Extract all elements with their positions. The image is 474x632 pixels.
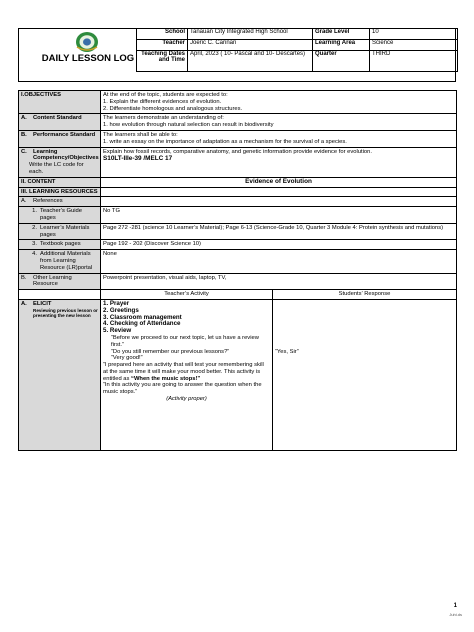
elicit-step: 1. Prayer: [103, 299, 130, 307]
school-logo-icon: [75, 31, 99, 53]
resource-item-label: Textbook pages: [40, 241, 81, 248]
resources-row: [19, 187, 457, 197]
elicit-label: ELICIT: [33, 300, 52, 307]
response-spacer: [275, 301, 454, 349]
resources-label: III. LEARNING RESOURCES: [19, 187, 101, 197]
school-value: Tanauan City Integrated High School: [188, 29, 313, 40]
page-number: 1: [453, 603, 457, 609]
performance-standard-item: 1. write an essay on the importance of adaptation as a mechanism for the survival of a species.: [103, 138, 347, 145]
teacher-dialogue-line: “I prepared here an activity that will test your remembering skill at the same time it will make your mood better. This activity is entitled as: [103, 362, 264, 382]
student-response: “Yes, Sir”: [275, 348, 299, 355]
other-resources-value: Powerpoint presentation, visual aids, laptop, TV,: [101, 273, 457, 290]
other-resources-label: Other Learning Resource: [33, 274, 72, 288]
resource-item-number: 2.: [32, 224, 37, 231]
references-row: [19, 197, 457, 207]
performance-standard-text: The learners shall be able to:: [103, 131, 178, 138]
competency-text: Explain how fossil records, comparative anatomy, and genetic information provide evidence for evolution.: [103, 148, 372, 155]
grade-level-value: 10: [370, 29, 458, 40]
lesson-log-header: [18, 28, 456, 82]
competency-label: Learning Competency/Objectives: [33, 148, 99, 162]
objectives-label: I.OBJECTIVES: [19, 91, 101, 114]
performance-standard-row: [19, 130, 457, 147]
resource-item-row: [19, 207, 457, 224]
footer-mark: Juhi.ds: [449, 612, 462, 617]
resource-item-row: [19, 223, 457, 240]
competency-label-cell: [19, 147, 101, 177]
objectives-intro: At the end of the topic, students are expected to:: [103, 92, 228, 98]
teacher-activity-cell: [101, 299, 273, 450]
other-resources-letter: B.: [21, 274, 27, 281]
teacher-dialogue-line: “Do you still remember our previous lessons?”: [111, 348, 230, 355]
references-empty-cell: [101, 197, 457, 207]
teacher-dialogue-line: “Very good!”: [111, 355, 143, 362]
resource-item-label-cell: [19, 240, 101, 250]
performance-standard-label-cell: [19, 130, 101, 147]
learning-area-label: Learning Area: [313, 40, 370, 51]
students-response-header: Students’ Response: [273, 290, 457, 300]
performance-standard-letter: B.: [21, 131, 27, 138]
resource-item-value: Page 192 - 202 (Discover Science 10): [101, 240, 457, 250]
elicit-step: 3. Classroom management: [103, 313, 182, 321]
school-label: School: [137, 29, 188, 40]
quarter-value: THIRD: [370, 51, 458, 72]
teacher-label: Teacher: [137, 40, 188, 51]
quarter-label: Quarter: [313, 51, 370, 72]
other-resources-row: [19, 273, 457, 290]
competency-code: S10LT-IIIe-39 /MELC 17: [103, 155, 173, 163]
elicit-step: 5. Review: [103, 327, 132, 335]
content-row: [19, 177, 457, 187]
resource-item-label: Additional Materials from Learning Resource (LR)portal: [40, 251, 93, 271]
activity-title: “When the music stops!”: [131, 375, 201, 382]
content-standard-cell: [101, 114, 457, 131]
resource-item-label: Teacher’s Guide pages: [40, 208, 82, 221]
competency-note: Write the LC code for each.: [29, 162, 84, 175]
learning-area-value: Science: [370, 40, 458, 51]
elicit-step: 4. Checking of Attendance: [103, 320, 181, 328]
teaching-dates-value: April, 2023 ( 10- Pascal and 10- Descartes): [188, 51, 313, 72]
objectives-cell: [101, 91, 457, 114]
students-response-cell: [273, 299, 457, 450]
resource-item-row: [19, 250, 457, 273]
competency-letter: C.: [21, 148, 27, 155]
activity-header-blank: [19, 290, 101, 300]
performance-standard-cell: [101, 130, 457, 147]
activity-proper-note: (Activity proper): [166, 396, 207, 403]
elicit-note: Reviewing previous lesson or presenting the new lesson: [33, 307, 98, 318]
activity-header-row: [19, 290, 457, 300]
references-letter: A.: [21, 198, 27, 205]
header-info-table: [136, 28, 458, 72]
resource-item-value: No TG: [101, 207, 457, 224]
teacher-activity-header: Teacher’s Activity: [101, 290, 273, 300]
elicit-letter: A.: [21, 300, 27, 307]
resource-item-label-cell: [19, 207, 101, 224]
other-resources-label-cell: [19, 273, 101, 290]
teacher-dialogue-paragraph: [103, 362, 270, 382]
performance-standard-label: Performance Standard: [33, 131, 96, 138]
elicit-row: [19, 299, 457, 450]
content-standard-label: Content Standard: [33, 115, 82, 122]
content-value: Evidence of Evolution: [101, 177, 457, 187]
objective-item: 1. Explain the different evidences of evolution.: [103, 98, 222, 105]
resource-item-number: 1.: [32, 208, 37, 215]
competency-cell: [101, 147, 457, 177]
grade-level-label: Grade Level: [313, 29, 370, 40]
content-standard-row: [19, 114, 457, 131]
content-standard-text: The learners demonstrate an understanding of:: [103, 115, 224, 122]
content-standard-item: 1. how evolution through natural selection can result in biodiversity: [103, 122, 274, 129]
elicit-label-cell: [19, 299, 101, 450]
references-label: References: [33, 198, 63, 205]
teacher-value: Joeric C. Carinan: [188, 40, 313, 51]
resource-item-value: None: [101, 250, 457, 273]
competency-row: [19, 147, 457, 177]
elicit-step: 2. Greetings: [103, 306, 139, 314]
references-label-cell: [19, 197, 101, 207]
resource-item-row: [19, 240, 457, 250]
objective-item: 2. Differentiate homologous and analogous structures.: [103, 105, 243, 112]
content-standard-label-cell: [19, 114, 101, 131]
resource-item-label-cell: [19, 223, 101, 240]
content-label: II. CONTENT: [19, 177, 101, 187]
content-standard-letter: A.: [21, 115, 27, 122]
resource-item-number: 3.: [32, 241, 37, 248]
resources-empty-cell: [101, 187, 457, 197]
resource-item-value: Page 272 -281 (science 10 Learner’s Material); Page 6-13 (Science-Grade 10, Quarter 3 Module 4: Protein synthesis and mutations): [101, 223, 457, 240]
teacher-dialogue-line: “Before we proceed to our next topic, let us have a review first.”: [111, 334, 259, 348]
resource-item-number: 4.: [32, 251, 37, 258]
resource-item-label: Learner’s Materials pages: [40, 224, 90, 238]
resource-item-label-cell: [19, 250, 101, 273]
teacher-dialogue-line: “In this activity you are going to answer the question when the music stops.”: [103, 382, 262, 396]
lesson-log-title: DAILY LESSON LOG: [41, 53, 135, 64]
teaching-dates-label: Teaching Dates and Time: [137, 51, 188, 72]
objectives-row: [19, 91, 457, 114]
lesson-plan-table: [18, 90, 457, 451]
